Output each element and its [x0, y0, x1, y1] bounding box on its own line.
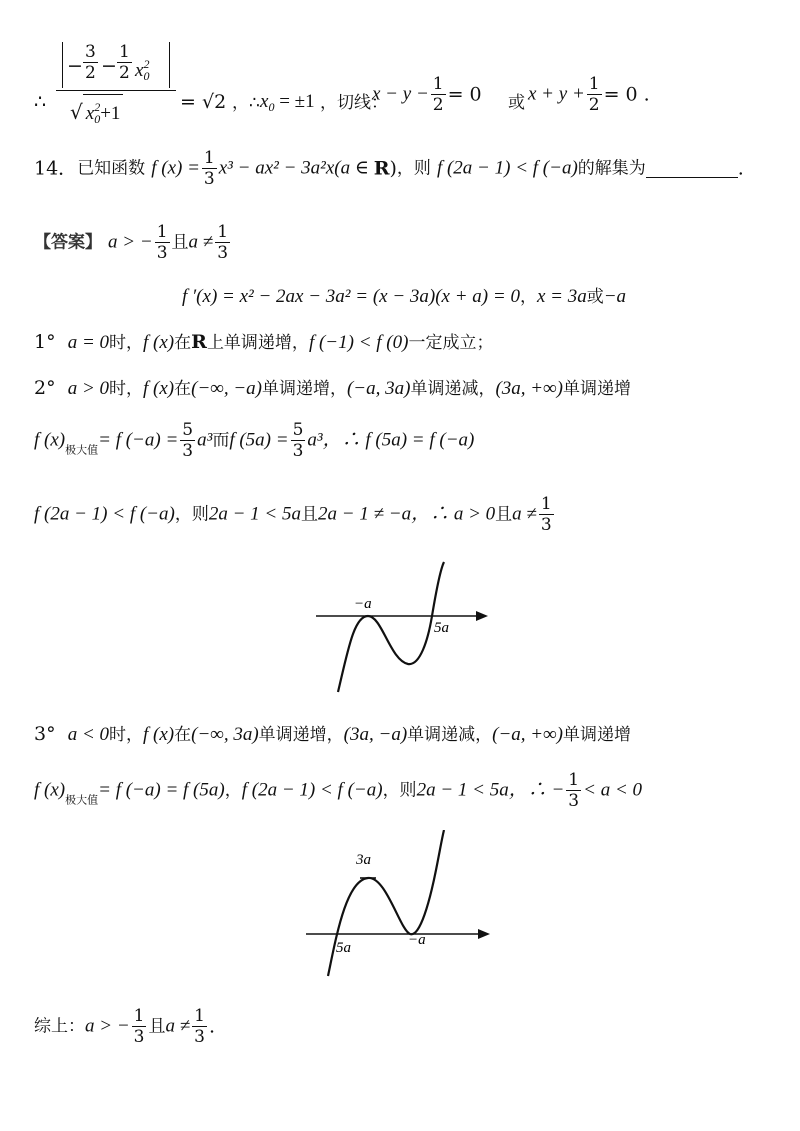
q14-fraction: $\frac{1}{3}$ [203, 148, 215, 189]
case-3-cubic-graph [306, 830, 506, 990]
question-14: 14．已知函数 f (x) = $\frac{1}{3}$ x³ − ax² − 3a²x(a ∈ R)，则 f (2a − 1) < f (−a)的解集为 . [34, 148, 744, 189]
answer-tag: 【答案】 [34, 232, 102, 253]
summary-line: 综上：a > − $\frac{1}{3}$ 且a ≠ $\frac{1}{3}$ . [34, 1006, 216, 1047]
case-2-conclusion-line: f (2a − 1) < f (−a)，则2a − 1 < 5a且2a − 1 ≠ −a，∴ a > 0且a ≠ $\frac{1}{3}$ [34, 494, 552, 535]
fraction-numerator: − $\frac{3}{2}$ − $\frac{1}{2}$ $x_0^2$ [62, 42, 170, 88]
tangent-line-1: x − y − $\frac{1}{2}$ = 0 [372, 74, 482, 115]
label-3a: 3a [356, 852, 371, 868]
tangent-line-2: x + y + $\frac{1}{2}$ = 0 . [528, 74, 650, 115]
answer-line: 【答案】 a > − $\frac{1}{3}$ 且a ≠ $\frac{1}{3}$ [34, 222, 229, 263]
cubic-curve [338, 562, 444, 692]
x-axis-arrow [476, 611, 488, 621]
distance-value: = √2 [180, 91, 227, 113]
label-neg-a: −a [408, 932, 426, 948]
x0-value: $x_0 = \pm 1$ [260, 91, 315, 114]
case-1-line: 1° a = 0时，f (x)在R上单调递增，f (−1) < f (0)一定成立； [34, 331, 494, 353]
fraction-denominator: √ $x_0^2+1$ [56, 94, 176, 131]
derivative-line: f ′(x) = x² − 2ax − 3a² = (x − 3a)(x + a) = 0，x = 3a或−a [182, 286, 627, 307]
case-3-conclusion-line: f $(x)_{极大值}= f$ (−a) = f (5a)，f (2a − 1) < f (−a)，则2a − 1 < 5a，∴ − $\frac{1}{3}$ < a < 0 [34, 770, 643, 811]
case-3-line: 3° a < 0时，f (x)在(−∞, 3a)单调递增，(3a, −a)单调递减，(−a, +∞)单调递增 [34, 723, 631, 745]
label-neg-a: −a [354, 596, 372, 612]
label-5a: 5a [434, 620, 449, 636]
therefore-symbol: ∴ [34, 91, 47, 113]
label-5a: 5a [336, 940, 351, 956]
distance-fraction [56, 42, 176, 131]
x-axis-arrow [478, 929, 490, 939]
case-2-cubic-graph [316, 560, 496, 700]
case-2-max-line: f $(x)_{极大值}= f$ (−a) = $\frac{5}{3}$ a³而f (5a) = $\frac{5}{3}$ a³，∴ f (5a) = f (−a) [34, 420, 475, 461]
case-2-line: 2° a > 0时，f (x)在(−∞, −a)单调递增，(−a, 3a)单调递减，(3a, +∞)单调递增 [34, 377, 631, 399]
answer-blank [646, 159, 738, 178]
